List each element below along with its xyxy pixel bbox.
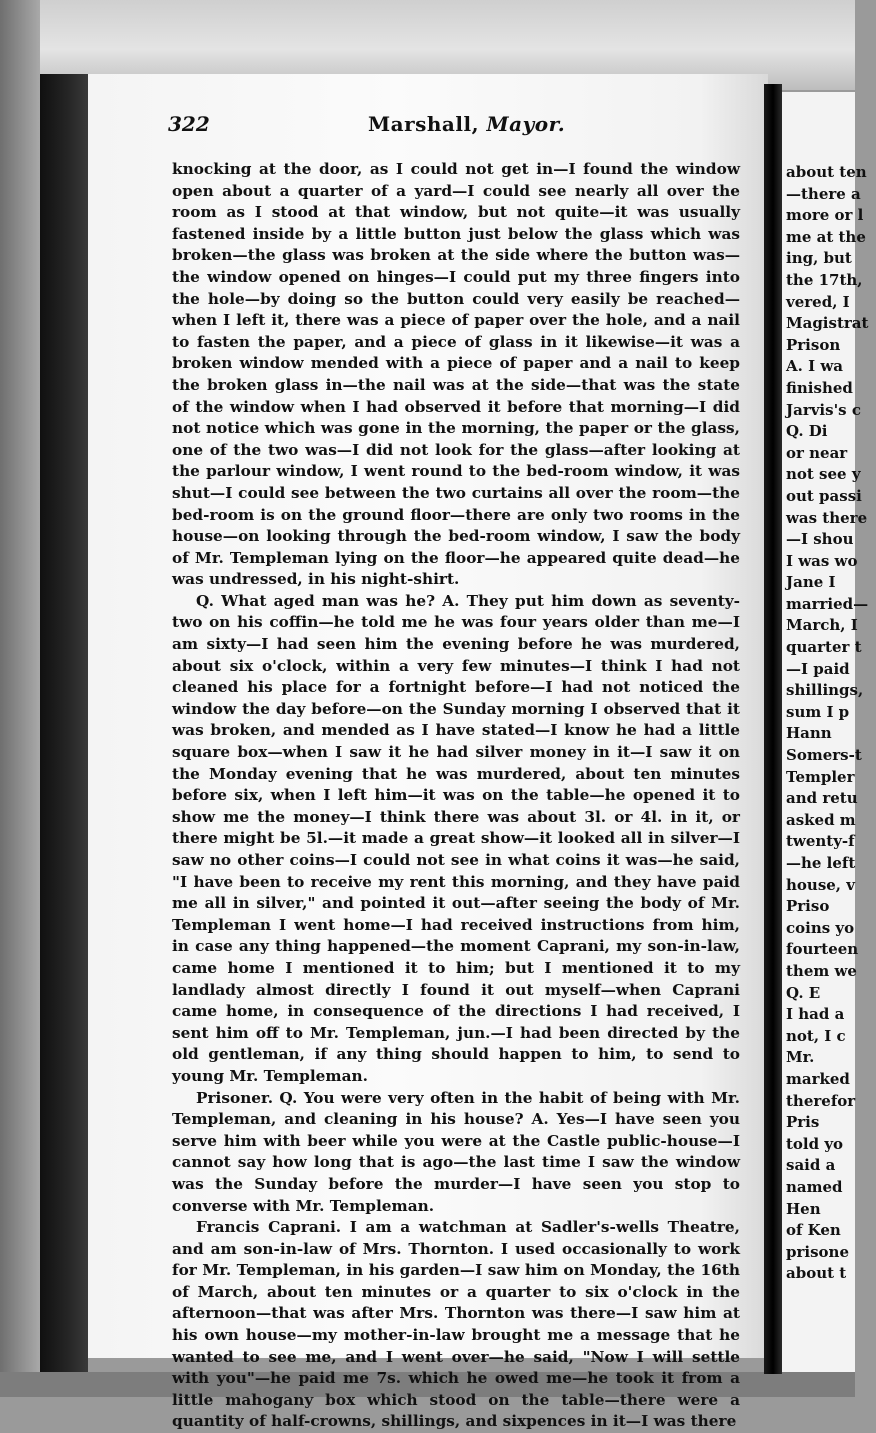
adjacent-page-line: or near <box>786 443 848 462</box>
adjacent-page-line: Pris <box>786 1113 820 1132</box>
adjacent-page-line: A. I wa <box>786 357 843 376</box>
adjacent-page-line: marked <box>786 1069 850 1088</box>
adjacent-page-line: Jarvis's c <box>786 400 861 419</box>
adjacent-page-line: me at the <box>786 227 866 246</box>
paragraph-prisoner-question: Prisoner. Q. You were very often in the habit of being with Mr. Templeman, and cleaning in his house? A. Yes—I have seen you serve him with beer while you were at the Castle public-house—I cannot say how long that is ago—the last time I saw the window was the Sunday before the murder—I have seen you stop to converse with Mr. Templeman. <box>172 1088 740 1215</box>
adjacent-page-line: coins yo <box>786 918 855 937</box>
page-number: 322 <box>168 112 210 136</box>
adjacent-page-line: not see y <box>786 465 861 484</box>
adjacent-page-line: shillings, <box>786 681 864 700</box>
header-title-suffix: Mayor. <box>486 112 566 136</box>
adjacent-page-line: out passi <box>786 486 862 505</box>
paragraph-continuation: knocking at the door, as I could not get in—I found the window open about a quarter of a yard—I could see nearly all over the room as I stood at that window, but not quite—it was usually fastened inside by a little button just below the glass which was broken—the glass was broken at the side where the button was—the window opened on hinges—I could put my three fingers into the hole—by doing so the button could very easily be reached—when I left it, there was a piece of paper over the hole, and a nail to fasten the paper, and a piece of glass in it likewise—it was a broken window mended with a piece of paper and a nail to keep the broken glass in—the nail was at the side—that was the state of the window when I had observed it before that morning—I did not notice which was gone in the morning, the paper or the glass, one of the two was—I did not look for the glass—after looking at the parlour window, I went round to the bed-room window, it was shut—I could see between the two curtains all over the room—the bed-room is on the ground floor—there are only two rooms in the house—on looking through the bed-room window, I saw the body of Mr. Templeman lying on the floor—he appeared quite dead—he was undressed, in his night-shirt. <box>172 160 740 589</box>
adjacent-page-line: Jane I <box>786 573 836 592</box>
page-body <box>172 159 740 1433</box>
adjacent-page-line: Somers-t <box>786 746 862 765</box>
paragraph-francis-caprani: Francis Caprani. I am a watchman at Sadler's-wells Theatre, and am son-in-law of Mrs. Thornton. I used occasionally to work for Mr. Templeman, in his garden—I saw him on Monday, the 16th of March, about ten minutes or a quarter to six o'clock in the afternoon—that was after Mrs. Thornton was there—I saw him at his own house—my mother-in-law brought me a message that he wanted to see me, and I went over—he said, "Now I will settle with you"—he paid me 7s. which he owed me—he took it from a little mahogany box which stood on the table—there were a quantity of half-crowns, shillings, and sixpences in it—I was there <box>172 1218 740 1431</box>
adjacent-page-line: more or l <box>786 206 864 225</box>
scan-background-left <box>0 0 40 1397</box>
adjacent-page-line: said a <box>786 1156 836 1175</box>
adjacent-page-line: house, v <box>786 875 855 894</box>
adjacent-page-line: I had a <box>786 1005 845 1024</box>
adjacent-page-line: told yo <box>786 1134 844 1153</box>
adjacent-page-line: not, I c <box>786 1026 846 1045</box>
adjacent-page-line: named <box>786 1177 843 1196</box>
adjacent-page-line: Mr. <box>786 1048 815 1067</box>
book-gutter <box>764 84 782 1374</box>
adjacent-page-line: fourteen <box>786 940 859 959</box>
adjacent-page-line: Prison <box>786 335 841 354</box>
adjacent-page-line: quarter t <box>786 638 862 657</box>
adjacent-page-line: —I shou <box>786 530 854 549</box>
adjacent-page-line: them we <box>786 961 857 980</box>
adjacent-page-line: married— <box>786 594 869 613</box>
adjacent-page-line: Q. Di <box>786 422 828 441</box>
adjacent-page-line: about t <box>786 1264 847 1283</box>
adjacent-page-line: ing, but <box>786 249 852 268</box>
book-cover-edge <box>40 74 88 1372</box>
adjacent-page-line: March, I <box>786 616 858 635</box>
adjacent-page-line: asked m <box>786 810 856 829</box>
adjacent-page-line: of Ken <box>786 1221 841 1240</box>
adjacent-page-line: therefor <box>786 1091 856 1110</box>
header-title-name: Marshall, <box>368 112 480 136</box>
adjacent-page-line: —he left <box>786 854 856 872</box>
adjacent-page-line: about ten <box>786 163 867 181</box>
adjacent-page-line: Priso <box>786 897 830 916</box>
adjacent-page-line: was there <box>786 508 868 527</box>
adjacent-page-text <box>786 162 876 1285</box>
adjacent-page-line: Templer <box>786 767 855 786</box>
adjacent-page-line: sum I p <box>786 702 850 721</box>
paragraph-question-age: Q. What aged man was he? A. They put him down as seventy-two on his coffin—he told me he was four years older than me—I am sixty—I had seen him the evening before he was murdered, about six o'clock, within a very few minutes—I think I had not cleaned his place for a fortnight before—I had not noticed the window the day before—on the Sunday morning I observed that it was broken, and mended as I have stated—I know he had a little square box—when I saw it he had silver money in it—I saw it on the Monday evening that he was murdered, about ten minutes before six, when I left him—it was on the table—he opened it to show me the money—I think there was about 3l. or 4l. in it, or there might be 5l.—it made a great show—it looked all in silver—I saw no other coins—I could not see in what coins it was—he said, "I have been to receive my rent this morning, and they have paid me all in silver," and pointed it out—after seeing the body of Mr. Templeman I went home—I had received instructions from him, in case any thing happened—the moment Caprani, my son-in-law, came home I mentioned it to him; but I mentioned it to my landlady almost directly I found it out myself—when Caprani came home, in consequence of the directions I had received, I sent him off to Mr. Templeman, jun.—I had been directed by the old gentleman, if any thing should happen to him, to send to young Mr. Templeman. <box>172 591 740 1085</box>
header-title <box>368 112 565 136</box>
adjacent-page-line: —I paid <box>786 659 850 678</box>
adjacent-page-line: Hen <box>786 1199 821 1218</box>
adjacent-page-line: Q. E <box>786 983 821 1002</box>
adjacent-page-line: vered, I <box>786 292 850 311</box>
adjacent-page-line: finished <box>786 378 853 397</box>
adjacent-page-line: prisone <box>786 1242 849 1261</box>
adjacent-page-line: Hann <box>786 724 832 743</box>
running-head <box>168 112 748 138</box>
adjacent-page-line: twenty-f <box>786 832 855 851</box>
adjacent-page-line: and retu <box>786 789 858 808</box>
adjacent-page-line: Magistrat <box>786 314 869 333</box>
adjacent-page-line: I was wo <box>786 551 858 570</box>
adjacent-page-line: the 17th, <box>786 270 863 289</box>
adjacent-page <box>782 92 869 1372</box>
adjacent-page-line: —there a <box>786 184 861 203</box>
